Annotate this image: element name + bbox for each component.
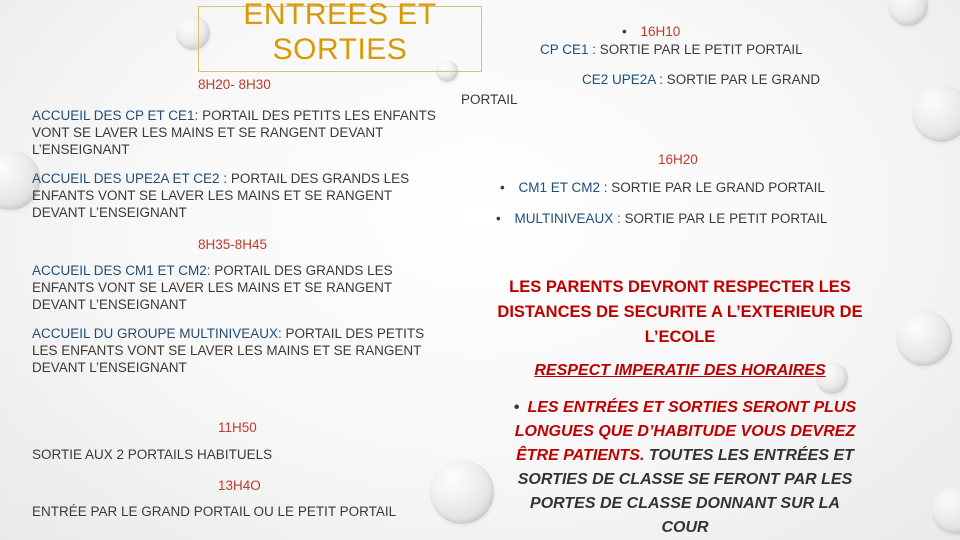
time-1620: 16H20 (658, 152, 698, 167)
title-box (198, 0, 482, 72)
bullet-multiniveaux: • MULTINIVEAUX : SORTIE PAR LE PETIT PORTAIL (496, 210, 827, 227)
line-ce2-upe2a: CE2 UPE2A : SORTIE PAR LE GRAND (582, 72, 821, 87)
paragraph-label: ACCUEIL DES CM1 ET CM2: (32, 263, 211, 278)
paragraph-cm1-cm2 (32, 262, 442, 313)
time-1610: • 16H10 (622, 23, 680, 40)
paragraph-label: ACCUEIL DU GROUPE MULTINIVEAUX: (32, 326, 282, 341)
water-drop-decoration (932, 486, 960, 534)
paragraph-text: PORTAIL DES PETITS LES ENFANTS VONT SE LAVER LES MAINS ET SE RANGENT DEVANT L’ENSEIGNANT (32, 326, 425, 375)
time-noon: 11H50 (218, 420, 257, 435)
afternoon-text: ENTRÉE PAR LE GRAND PORTAIL OU LE PETIT PORTAIL (32, 504, 397, 519)
water-drop-decoration (896, 310, 952, 366)
paragraph-text: PORTAIL DES PETITS LES ENFANTS VONT SE LAVER LES MAINS ET SE RANGENT DEVANT L’ENSEIGNANT (32, 108, 436, 157)
page-title: ENTREES ET SORTIES (243, 0, 437, 66)
noon-text: SORTIE AUX 2 PORTAILS HABITUELS (32, 447, 273, 462)
line-cp-ce1: CP CE1 : SORTIE PAR LE PETIT PORTAIL (540, 42, 803, 57)
final-notice: • LES ENTRÉES ET SORTIES SERONT PLUS LONGUES QUE D’HABITUDE VOUS DEVREZ ÊTRE PATIENTS. TOUTES LES ENTRÉES ET SORTIES DE CLASSE SE FERONT PAR LES PORTES DE CLASSE DONNANT SUR LA COUR (513, 399, 857, 536)
paragraph-label: ACCUEIL DES UPE2A ET CE2 (32, 171, 220, 186)
paragraph-cp-ce1 (32, 107, 442, 158)
paragraph-upe2a-ce2 (32, 170, 442, 221)
water-drop-decoration (912, 84, 960, 142)
water-drop-decoration (888, 0, 928, 26)
bullet-cm1-cm2: • CM1 ET CM2 : SORTIE PAR LE GRAND PORTAIL (500, 179, 825, 196)
time-second: 8H35-8H45 (198, 237, 268, 252)
paragraph-text: : PORTAIL DES GRANDS LES ENFANTS VONT SE LAVER LES MAINS ET SE RANGENT DEVANT L’ENSEIGNANT (32, 171, 410, 220)
time-morning: 8H20- 8H30 (198, 77, 271, 92)
paragraph-multiniveaux (32, 325, 442, 376)
distance-notice: LES PARENTS DEVRONT RESPECTER LES DISTANCES DE SECURITE A L’EXTERIEUR DE L’ECOLE (497, 278, 863, 346)
respect-horaires: RESPECT IMPERATIF DES HORAIRES (534, 362, 826, 379)
paragraph-text: PORTAIL DES GRANDS LES ENFANTS VONT SE LAVER LES MAINS ET SE RANGENT DEVANT L’ENSEIGNANT (32, 263, 393, 312)
paragraph-label: ACCUEIL DES CP ET CE1: (32, 108, 199, 123)
time-afternoon: 13H4O (218, 478, 261, 493)
line-ce2-wrap: PORTAIL (461, 92, 518, 107)
